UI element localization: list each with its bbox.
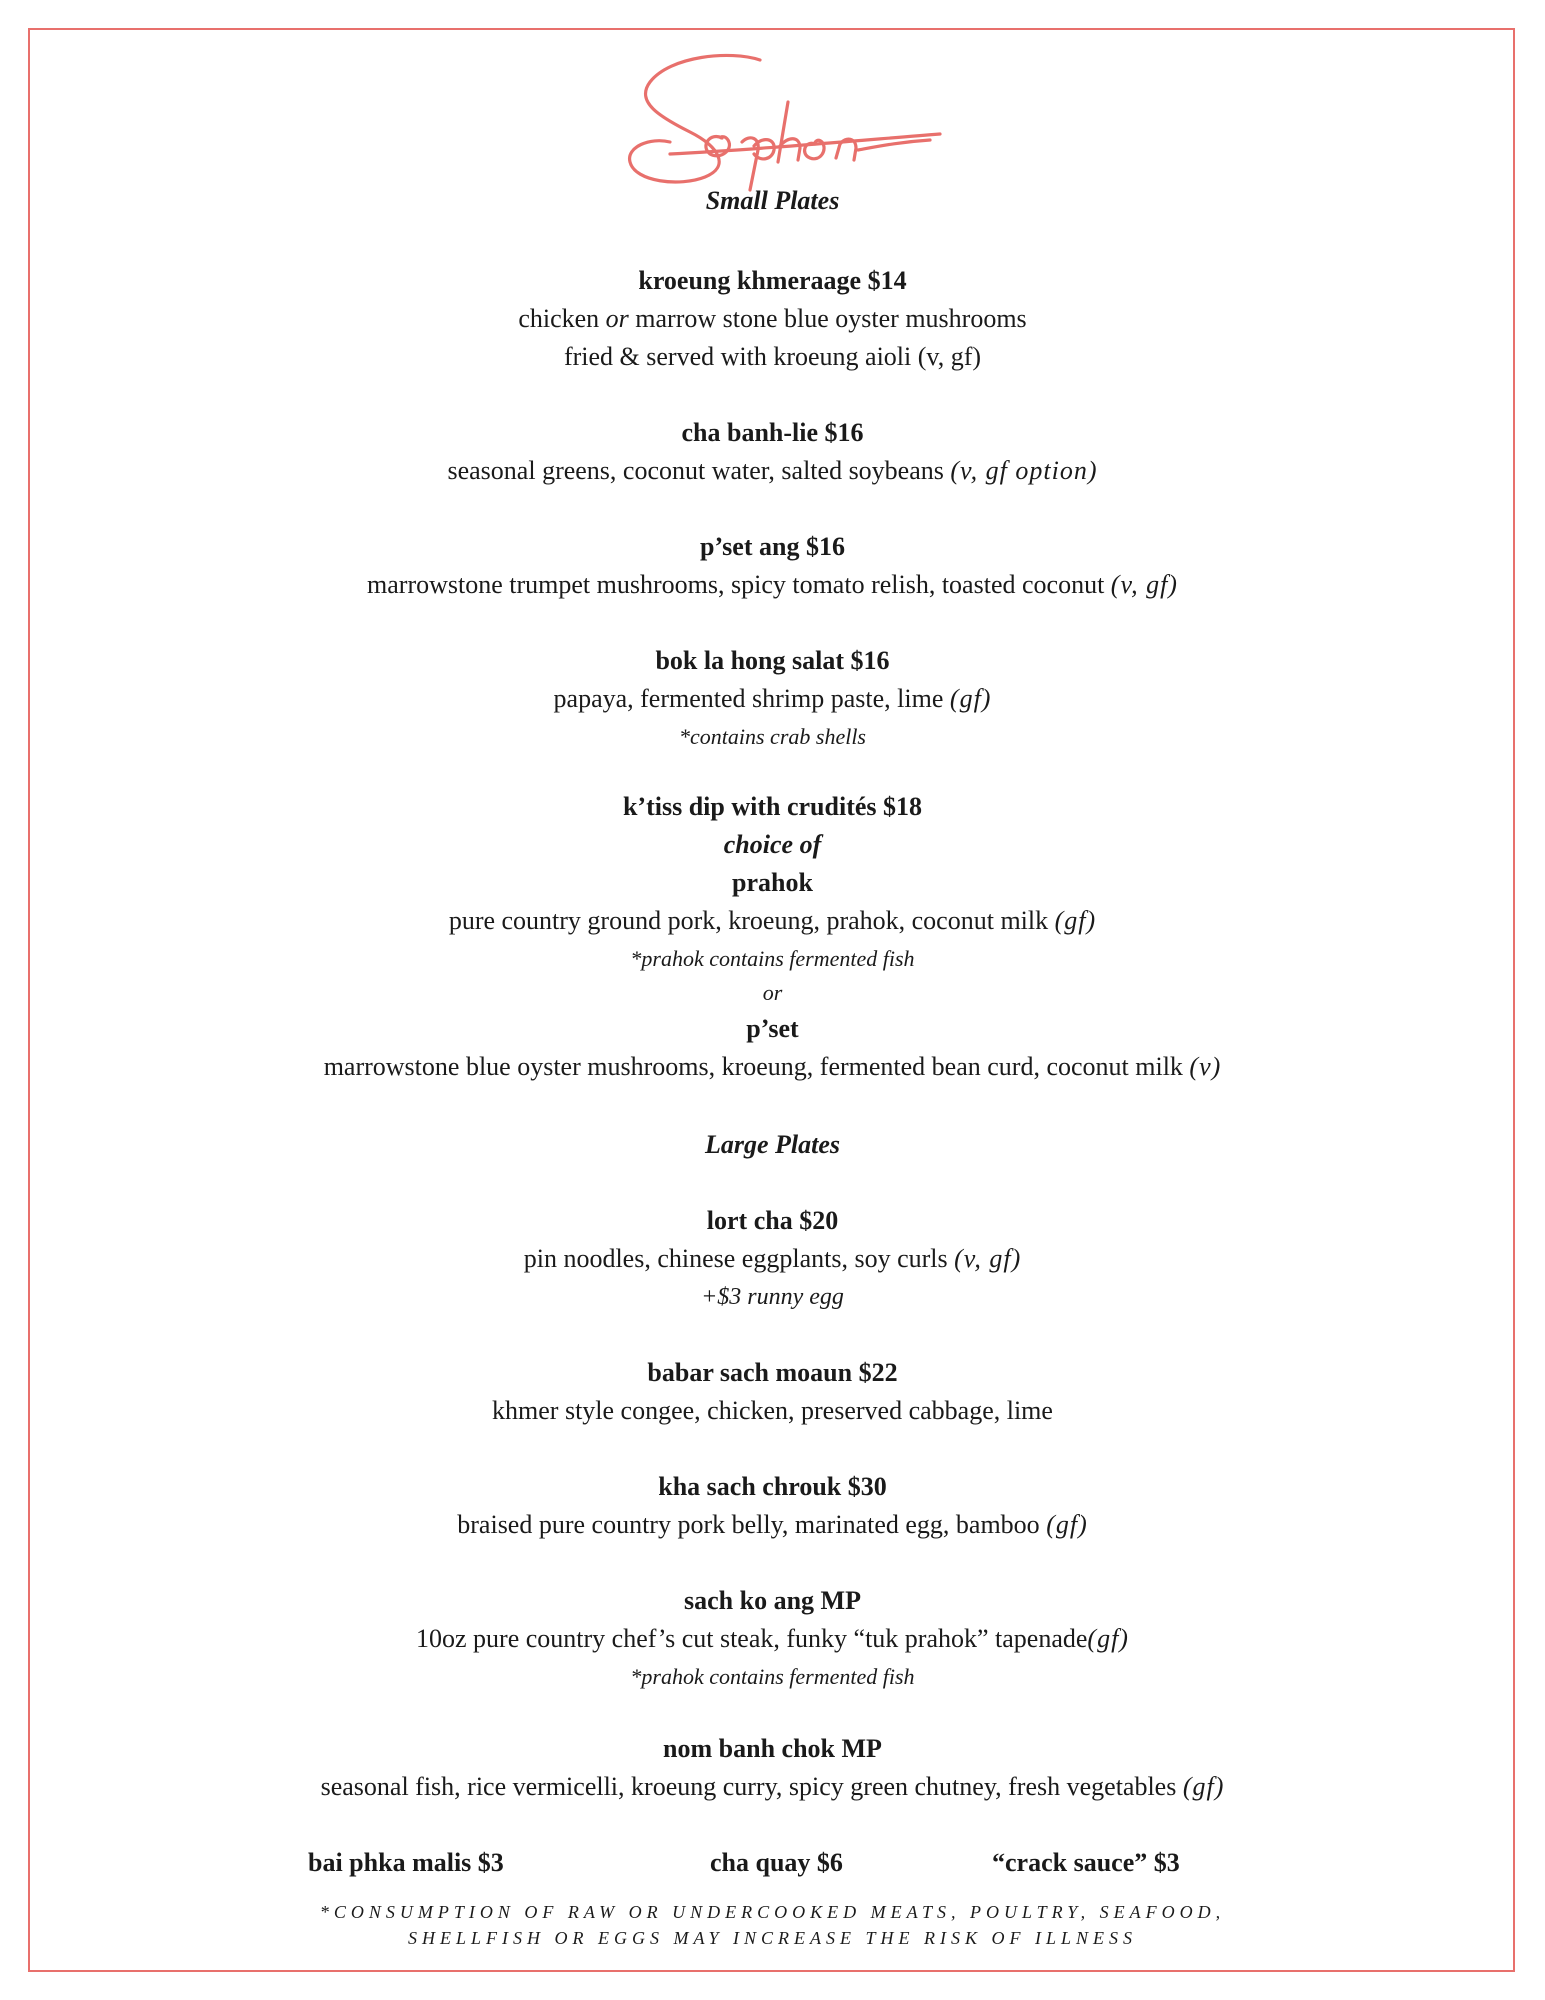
desc-text: seasonal fish, rice vermicelli, kroeung curry, spicy green chutney, fresh vegetables	[320, 1772, 1183, 1801]
dietary-tag: (gf)	[1054, 906, 1097, 935]
item-name: sach ko ang MP	[684, 1586, 861, 1615]
item-name: nom banh chok MP	[663, 1734, 882, 1763]
large-plates-heading: Large Plates	[704, 1130, 841, 1159]
health-warning-line2: SHELLFISH OR EGGS MAY INCREASE THE RISK OF ILLNESS	[408, 1928, 1137, 1948]
item-note: *contains crab shells	[679, 724, 866, 749]
side-item: bai phka malis $3	[308, 1848, 504, 1877]
dietary-tag: (v, gf option)	[950, 456, 1098, 485]
item-description	[30, 570, 1515, 600]
choice-label: choice of	[723, 830, 822, 859]
desc-text: pure country ground pork, kroeung, prahok, coconut milk	[448, 906, 1055, 935]
side-item: cha quay $6	[710, 1848, 843, 1877]
desc-text: papaya, fermented shrimp paste, lime	[553, 684, 950, 713]
item-description	[30, 456, 1515, 486]
dietary-tag: (gf)	[949, 684, 992, 713]
or-label: or	[762, 980, 783, 1005]
desc-text: marrowstone blue oyster mushrooms, kroeung, fermented bean curd, coconut milk	[323, 1052, 1190, 1081]
sophon-signature-logo	[610, 42, 950, 192]
item-name: k’tiss dip with crudités $18	[622, 792, 923, 821]
item-name: bok la hong salat $16	[655, 646, 890, 675]
item-name: cha banh-lie $16	[681, 418, 864, 447]
option-description	[30, 1052, 1515, 1082]
health-warning-line1: *CONSUMPTION OF RAW OR UNDERCOOKED MEATS, POULTRY, SEAFOOD,	[319, 1902, 1226, 1922]
item-description	[30, 1244, 1515, 1274]
item-note: +$3 runny egg	[701, 1284, 844, 1310]
dietary-tag: (v, gf)	[1110, 570, 1178, 599]
item-description	[30, 684, 1515, 714]
item-description: khmer style congee, chicken, preserved cabbage, lime	[492, 1396, 1053, 1425]
dietary-tag: (v, gf)	[954, 1244, 1022, 1273]
item-description	[30, 304, 1515, 334]
option-note: *prahok contains fermented fish	[630, 946, 915, 971]
desc-text: pin noodles, chinese eggplants, soy curls	[523, 1244, 955, 1273]
item-name: babar sach moaun $22	[647, 1358, 898, 1387]
item-description: fried & served with kroeung aioli (v, gf)	[563, 342, 982, 371]
item-name: lort cha $20	[706, 1206, 839, 1235]
item-name: kroeung khmeraage $14	[638, 266, 907, 295]
desc-text: seasonal greens, coconut water, salted soybeans	[447, 456, 951, 485]
item-name: p’set ang $16	[700, 532, 845, 561]
desc-text: marrow stone blue oyster mushrooms	[628, 304, 1027, 333]
item-note: *prahok contains fermented fish	[630, 1664, 915, 1689]
item-description	[30, 1772, 1515, 1802]
dietary-tag: (gf)	[1182, 1772, 1225, 1801]
small-plates-heading: Small Plates	[705, 186, 840, 215]
sophon-logo	[610, 42, 950, 192]
sides-row	[0, 1848, 1545, 1882]
item-name: kha sach chrouk $30	[658, 1472, 887, 1501]
dietary-tag: (gf)	[1046, 1510, 1088, 1539]
item-description	[30, 1510, 1515, 1540]
desc-text: marrowstone trumpet mushrooms, spicy tomato relish, toasted coconut	[367, 570, 1111, 599]
desc-or: or	[605, 304, 629, 333]
option-description	[30, 906, 1515, 936]
dietary-tag: (v)	[1189, 1052, 1222, 1081]
desc-text: braised pure country pork belly, marinated egg, bamboo	[457, 1510, 1047, 1539]
option-name: prahok	[732, 868, 813, 897]
desc-text: chicken	[518, 304, 606, 333]
side-item: “crack sauce” $3	[992, 1848, 1180, 1877]
item-description	[30, 1624, 1515, 1654]
desc-text: 10oz pure country chef’s cut steak, funky “tuk prahok” tapenade	[416, 1624, 1088, 1653]
dietary-tag: (gf)	[1087, 1624, 1129, 1653]
option-name: p’set	[746, 1014, 799, 1043]
